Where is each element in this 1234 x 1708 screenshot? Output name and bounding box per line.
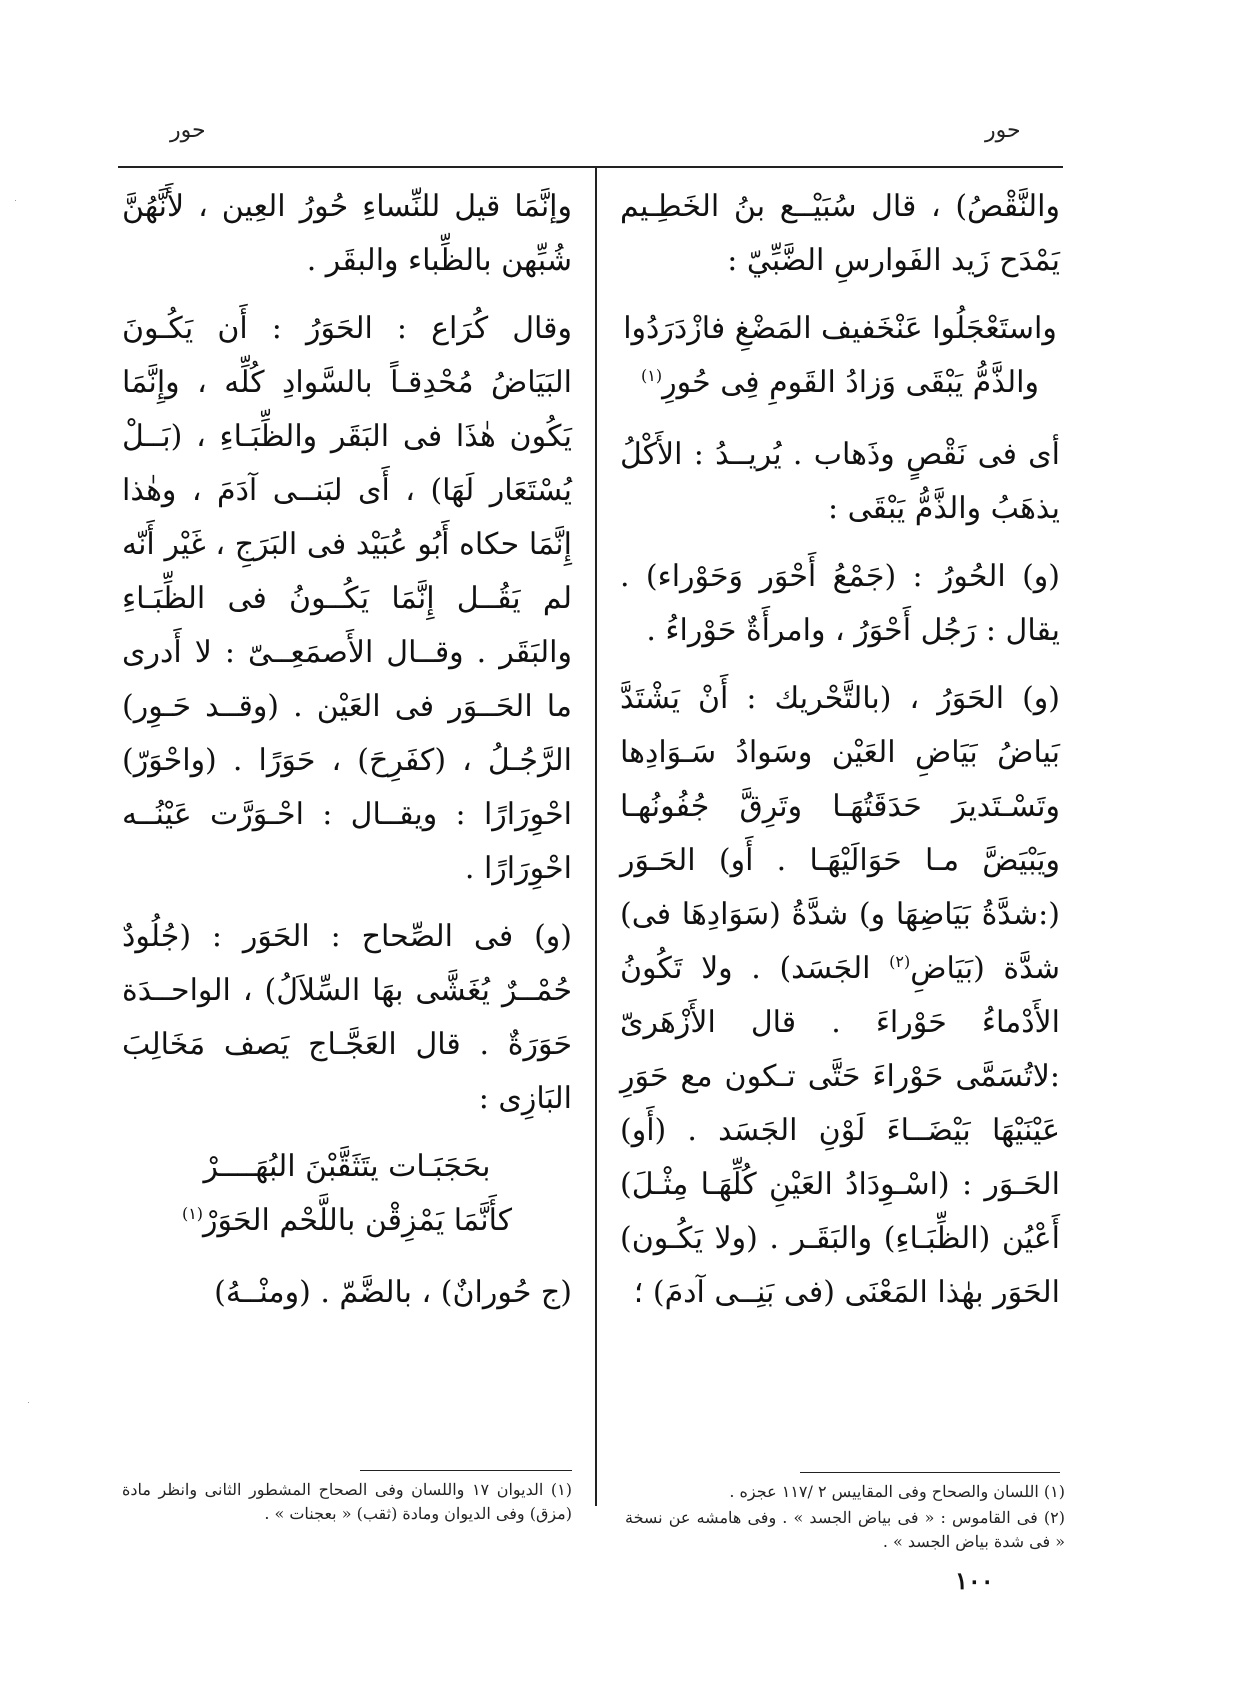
footnote: (٢) فى القاموس : « فى بياض الجسد » . وفى هامشه عن نسخة « فى شدة بياض الجسد » .: [625, 1508, 1065, 1551]
paragraph: وقال كُرَاع : الحَوَرُ : أَن يَكُـونَ البَيَاضُ مُحْدِقـاً بالسَّوادِ كُلِّه ، وإِنَّمَا يَكُون هٰذَا فى البَقَر والظِّبَـاءِ ، (بَــلْ يُسْتَعَار لَهَا) ، أَى لبَنــى آدَمَ ، وهٰذا إِنَّمَا حكاه أَبُو عُبَيْد فى البَرَجِ ، غَيْر أَنّه لم يَقُــل إِنَّمَا يَكُــونُ فى الظِّبَـاءِ والبَقَر . وقــال الأَصمَعِــىّ : لا أَدرى ما الحَــوَر فى العَيْن . (وقــد حَـوِر) الرَّجُـلُ ، (كفَرِحَ) ، حَوَرًا . (واحْوَرّ) احْوِرَارًا : ويقــال : احْـوَرَّت عَيْنُــه احْوِرَارًا .: [122, 311, 572, 886]
verse: [620, 302, 1060, 410]
footnotes-right: [625, 1480, 1065, 1556]
paragraph: (و) فى الصِّحاح : الحَوَر : (جُلُودٌ حُمْــرٌ يُغَشَّى بهَا السِّلاَلُ) ، الواحــدَة حَوَرَةٌ . قال العَجَّـاج يَصف مَخَالِبَ البَازِى :: [122, 919, 572, 1116]
footnote-rule-right: [800, 1472, 1060, 1473]
page-number: ١٠٠: [955, 1566, 994, 1595]
footnote-rule-left: [360, 1470, 572, 1471]
footnote: (١) اللسان والصحاح وفى المقاييس ٢ /١١٧ عجزه .: [729, 1482, 1065, 1501]
scan-speck: [15, 200, 16, 201]
verse: [122, 1140, 572, 1248]
verse-line: [620, 356, 1060, 410]
paragraph: [620, 672, 1060, 1320]
paragraph: (ج حُورانٌ) ، بالضَّمّ . (ومنْــهُ): [214, 1275, 572, 1310]
paragraph: والنَّقْصُ) ، قال سُبَيْــع بنُ الخَطِـيم يَمْدَح زَيد الفَوارسِ الضَّبِّيّ :: [620, 189, 1060, 278]
right-column: [620, 180, 1060, 1334]
verse-line: [122, 1194, 572, 1248]
column-divider: [595, 166, 597, 1506]
header-rule: [118, 166, 1063, 168]
verse-line: بحَجَبَـات يتَثَقَّبْنَ البُهَــــرْ: [203, 1149, 491, 1184]
running-header-left: حور: [170, 118, 206, 143]
paragraph: وإنَّمَا قيل للنِّساءِ حُورُ العِين ، لأَنَّهُنَّ شُبِّهن بالظِّباء والبقَر .: [122, 189, 572, 278]
paragraph-text: (و) الحَوَرُ ، (بالتَّحْريك : أَنْ يَشْتَدَّ بَياضُ بَيَاضِ العَيْن وسَوادُ سَـوَادِها وتَسْـتَديرَ حَدَقَتُهَـا وتَرِقَّ جُفُونُهـا ويَبْيَضَّ مـا حَوَالَيْهَـا . أَو) الحَـوَر (:شدَّةُ بَيَاضِهَا و) شدَّةُ (سَوَادِهَا فى) شدَّة (بَيَاضِ: [620, 681, 1060, 986]
verse-line: واستَعْجَلُوا عَنْخَفيف المَضْغِ فازْدَرَدُوا: [623, 311, 1057, 346]
verse-line-text: والذَّمُّ يَبْقَى وَزادُ القَومِ فِى حُورِ: [662, 365, 1039, 400]
footnote-mark: (٢): [889, 952, 911, 971]
verse-line-text: كأَنَّمَا يَمْزِقْن باللَّحْم الحَوَرْ: [203, 1203, 513, 1238]
footnote-mark: (١): [181, 1204, 204, 1223]
footnote: (١) الديوان ١٧ واللسان وفى الصحاح المشطور الثانى وانظر مادة (مزق) وفى الديوان ومادة (ثقب) « بعجنات » .: [122, 1480, 572, 1523]
footnote-mark: (١): [641, 366, 663, 385]
scan-speck: [28, 1402, 29, 1403]
running-header-right: حور: [985, 118, 1021, 143]
footnotes-left: [122, 1478, 572, 1528]
paragraph: أى فى نَقْصٍ وذَهاب . يُريــدُ : الأَكْلُ يذهَبُ والذَّمُّ يَبْقَى :: [620, 437, 1060, 526]
left-column: [122, 180, 572, 1334]
paragraph: (و) الحُورُ : (جَمْعُ أَحْوَر وَحَوْراء) . يقال : رَجُل أَحْوَرُ ، وامرأَةٌ حَوْراءُ .: [620, 559, 1060, 648]
paragraph-text: الجَسَد) . ولا تَكُونُ الأَدْماءُ حَوْراءَ . قال الأَزْهَرىّ :لاتُسَمَّى حَوْراءَ حَتَّى تـكون مع حَوَرِ عَيْنَيْهَا بَيْضَــاءَ لَوْنِ الجَسَد . (أَو) الحَـوَر : (اسْـوِدَادُ العَيْنِ كُلِّهَـا مِثْـلَ) أَعْيُن (الظِّبَـاءِ) والبَقَـر . (ولا يَكُـون) الحَوَر بهٰذا المَعْنَى (فى بَنِــى آدمَ) ؛: [620, 951, 1060, 1310]
